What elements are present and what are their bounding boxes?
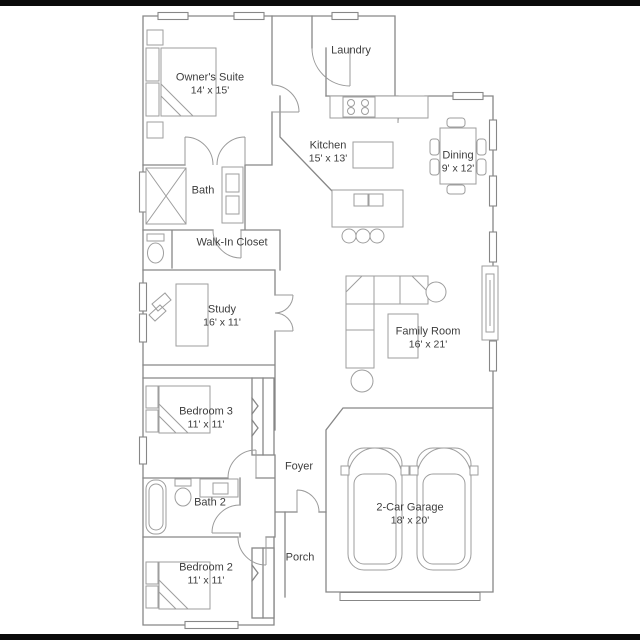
room-label-bath-2	[194, 497, 226, 510]
stool	[342, 229, 356, 243]
window	[140, 314, 147, 342]
room-name: Owner's Suite	[175, 71, 245, 84]
stool	[356, 229, 370, 243]
study-furniture	[149, 284, 208, 346]
chair	[149, 293, 171, 321]
dining-chair	[447, 118, 465, 127]
room-name: Bedroom 3	[179, 405, 233, 418]
room-label-porch	[286, 552, 315, 565]
window	[490, 176, 497, 206]
island-sink	[354, 194, 368, 206]
garage-door	[340, 593, 480, 601]
sink	[226, 196, 239, 214]
room-name: Bath 2	[194, 496, 226, 509]
room-name: Bath	[191, 184, 215, 197]
bedroom-2-closet	[252, 548, 274, 618]
window	[234, 13, 264, 20]
dining-chair	[430, 139, 439, 155]
side-table	[351, 370, 373, 392]
room-label-bath	[192, 185, 215, 198]
room-name: Foyer	[284, 460, 314, 473]
room-name: Study	[207, 303, 237, 316]
room-dims: 16' x 11'	[203, 316, 241, 329]
window	[332, 13, 358, 20]
room-label-laundry	[331, 45, 371, 58]
window	[185, 622, 238, 629]
room-dims: 11' x 11'	[187, 418, 225, 431]
toilet-tank	[175, 479, 191, 486]
room-dims: 9' x 12'	[441, 162, 475, 175]
toilet-tank	[147, 234, 164, 241]
room-label-owners-suite	[176, 71, 244, 96]
window	[453, 93, 483, 100]
room-dims: 14' x 15'	[190, 84, 230, 97]
letterbox-bar-top	[0, 0, 640, 6]
room-dims: 16' x 21'	[408, 338, 448, 351]
study-double-door	[275, 295, 293, 331]
room-name: Family Room	[395, 325, 461, 338]
room-dims: 18' x 20'	[390, 514, 430, 527]
window	[158, 13, 188, 20]
room-name: Walk-In Closet	[196, 236, 268, 249]
window	[490, 232, 497, 262]
bath-double-door	[185, 137, 245, 165]
room-label-bedroom-2	[179, 561, 233, 586]
kitchen-fixtures	[330, 96, 428, 243]
sink	[226, 174, 239, 192]
room-label-bedroom-3	[179, 405, 233, 430]
furniture	[146, 30, 498, 609]
window	[140, 283, 147, 311]
toilet-bowl	[175, 488, 191, 506]
stove	[343, 97, 375, 117]
room-name: Laundry	[331, 44, 371, 57]
room-label-family-room	[396, 325, 461, 350]
room-label-dining	[442, 149, 475, 174]
dining-chair	[447, 185, 465, 194]
sink	[213, 483, 228, 494]
window	[490, 120, 497, 150]
island-sink	[369, 194, 383, 206]
room-label-foyer	[285, 461, 313, 474]
room-label-kitchen	[309, 139, 347, 164]
counter-island	[353, 142, 393, 168]
room-label-walk-in-closet	[196, 237, 267, 250]
room-name: 2-Car Garage	[376, 501, 444, 514]
room-label-study	[203, 303, 241, 328]
fireplace	[482, 266, 498, 340]
front-door	[297, 490, 319, 512]
letterbox-bar-bottom	[0, 634, 640, 640]
window	[140, 437, 147, 464]
bedroom-3-closet	[252, 378, 274, 455]
toilet-bowl	[148, 243, 164, 263]
stool	[370, 229, 384, 243]
dining-chair	[430, 159, 439, 175]
room-name: Kitchen	[309, 139, 347, 152]
owners-suite-door	[272, 85, 299, 112]
window	[140, 172, 147, 212]
room-name: Bedroom 2	[179, 561, 233, 574]
dining-chair	[477, 139, 486, 155]
room-label-garage	[376, 501, 443, 526]
side-table	[426, 282, 446, 302]
room-name: Dining	[442, 149, 474, 162]
room-name: Porch	[285, 551, 315, 564]
dining-chair	[477, 159, 486, 175]
room-dims: 15' x 13'	[308, 152, 348, 165]
room-dims: 11' x 11'	[187, 574, 225, 587]
window	[490, 341, 497, 371]
